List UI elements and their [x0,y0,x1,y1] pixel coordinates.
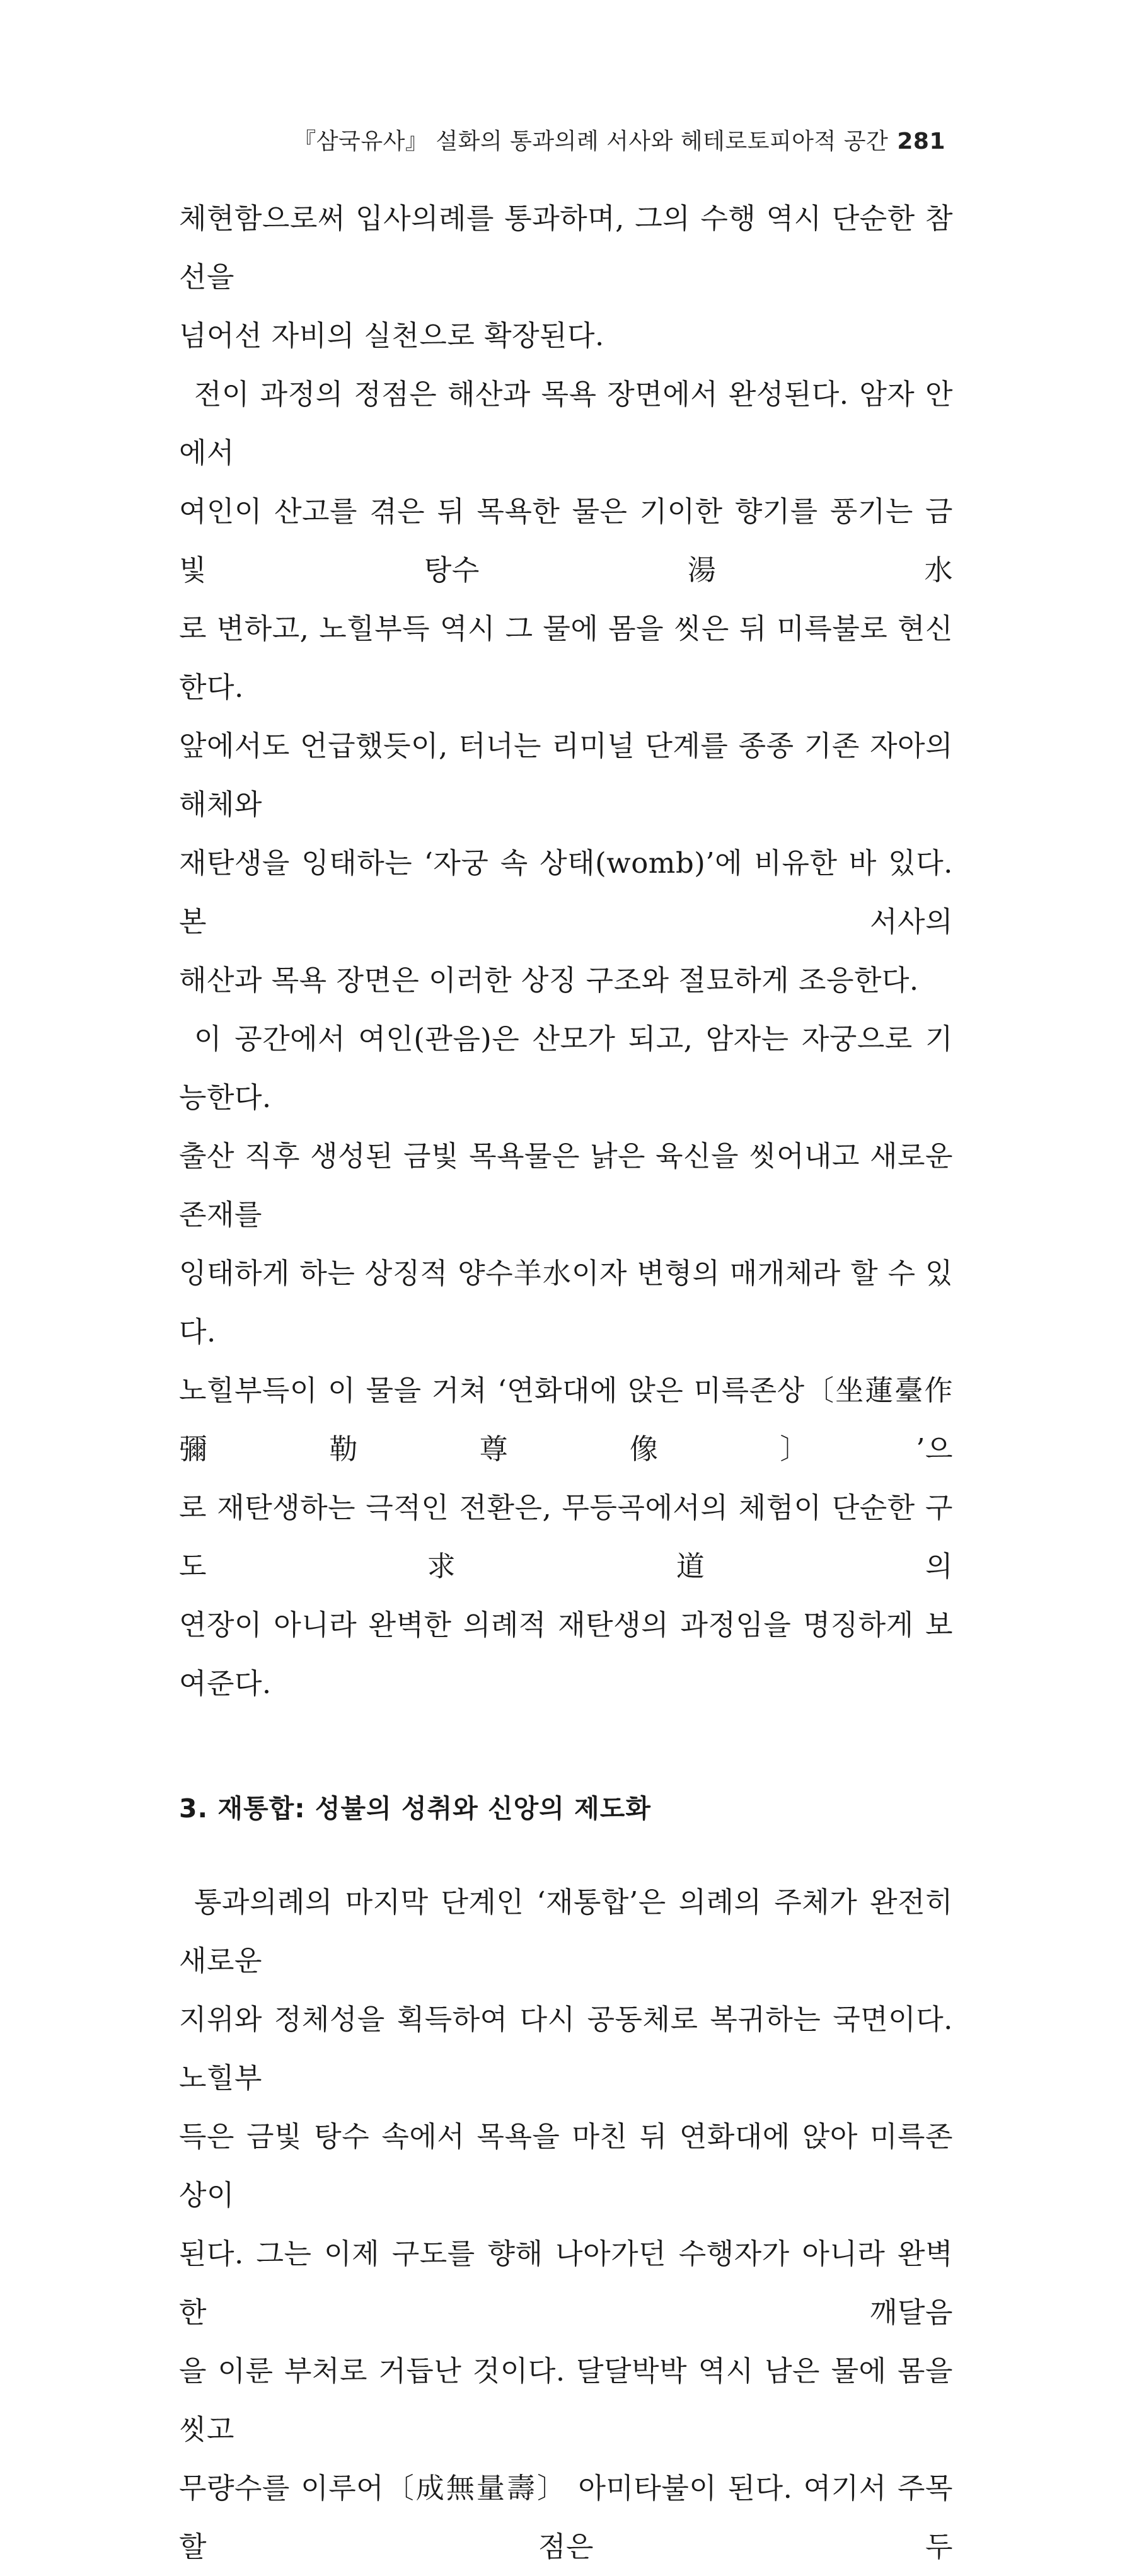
text-line: 통과의례의 마지막 단계인 ‘재통합’은 의례의 주체가 완전히 새로운 [179,1885,953,1977]
text-line: 지위와 정체성을 획득하여 다시 공동체로 복귀하는 국면이다. 노힐부 [179,2003,953,2095]
text-line: 앞에서도 언급했듯이, 터너는 리미널 단계를 종종 기존 자아의 해체와 [179,729,953,821]
text-line: 로 변하고, 노힐부득 역시 그 물에 몸을 씻은 뒤 미륵불로 현신한다. [179,612,953,704]
text-line: 노힐부득이 이 물을 거쳐 ‘연화대에 앉은 미륵존상〔坐蓮臺作彌勒尊像〕’으 [179,1374,953,1466]
paragraph [179,1009,953,1713]
text-line: 해산과 목욕 장면은 이러한 상징 구조와 절묘하게 조응한다. [179,963,919,997]
text-line: 넘어선 자비의 실천으로 확장된다. [179,319,604,352]
page-number: 281 [897,129,945,154]
text-line: 된다. 그는 이제 구도를 향해 나아가던 수행자가 아니라 완벽한 깨달음 [179,2237,953,2329]
text-line: 연장이 아니라 완벽한 의례적 재탄생의 과정임을 명징하게 보여준다. [179,1608,953,1700]
paragraph [179,365,953,1009]
running-head [293,124,945,156]
text-line: 체현함으로써 입사의례를 통과하며, 그의 수행 역시 단순한 참선을 [179,202,953,294]
text-line: 여인이 산고를 겪은 뒤 목욕한 물은 기이한 향기를 풍기는 금빛 탕수湯水 [179,495,953,587]
text-line: 득은 금빛 탕수 속에서 목욕을 마친 뒤 연화대에 앉아 미륵존상이 [179,2120,953,2212]
body-text [179,189,953,2576]
running-title: 『삼국유사』 설화의 통과의례 서사와 헤테로토피아적 공간 [293,129,889,154]
text-line: 재탄생을 잉태하는 ‘자궁 속 상태(womb)’에 비유한 바 있다. 본 서사의 [179,846,953,938]
text-line: 로 재탄생하는 극적인 전환은, 무등곡에서의 체험이 단순한 구도求道의 [179,1491,953,1583]
section-heading: 3. 재통합: 성불의 성취와 신앙의 제도화 [179,1793,651,1824]
text-line: 잉태하게 하는 상징적 양수羊水이자 변형의 매개체라 할 수 있다. [179,1256,953,1348]
text-line: 출산 직후 생성된 금빛 목욕물은 낡은 육신을 씻어내고 새로운 존재를 [179,1139,953,1231]
paragraph [179,189,953,365]
text-line: 을 이룬 부처로 거듭난 것이다. 달달박박 역시 남은 물에 몸을 씻고 [179,2354,953,2446]
paragraph [179,1873,953,2576]
text-line: 무량수를 이루어〔成無量壽〕 아미타불이 된다. 여기서 주목할 점은 두 [179,2471,953,2563]
text-line: 전이 과정의 정점은 해산과 목욕 장면에서 완성된다. 암자 안에서 [179,377,953,469]
text-line: 이 공간에서 여인(관음)은 산모가 되고, 암자는 자궁으로 기능한다. [179,1022,953,1114]
